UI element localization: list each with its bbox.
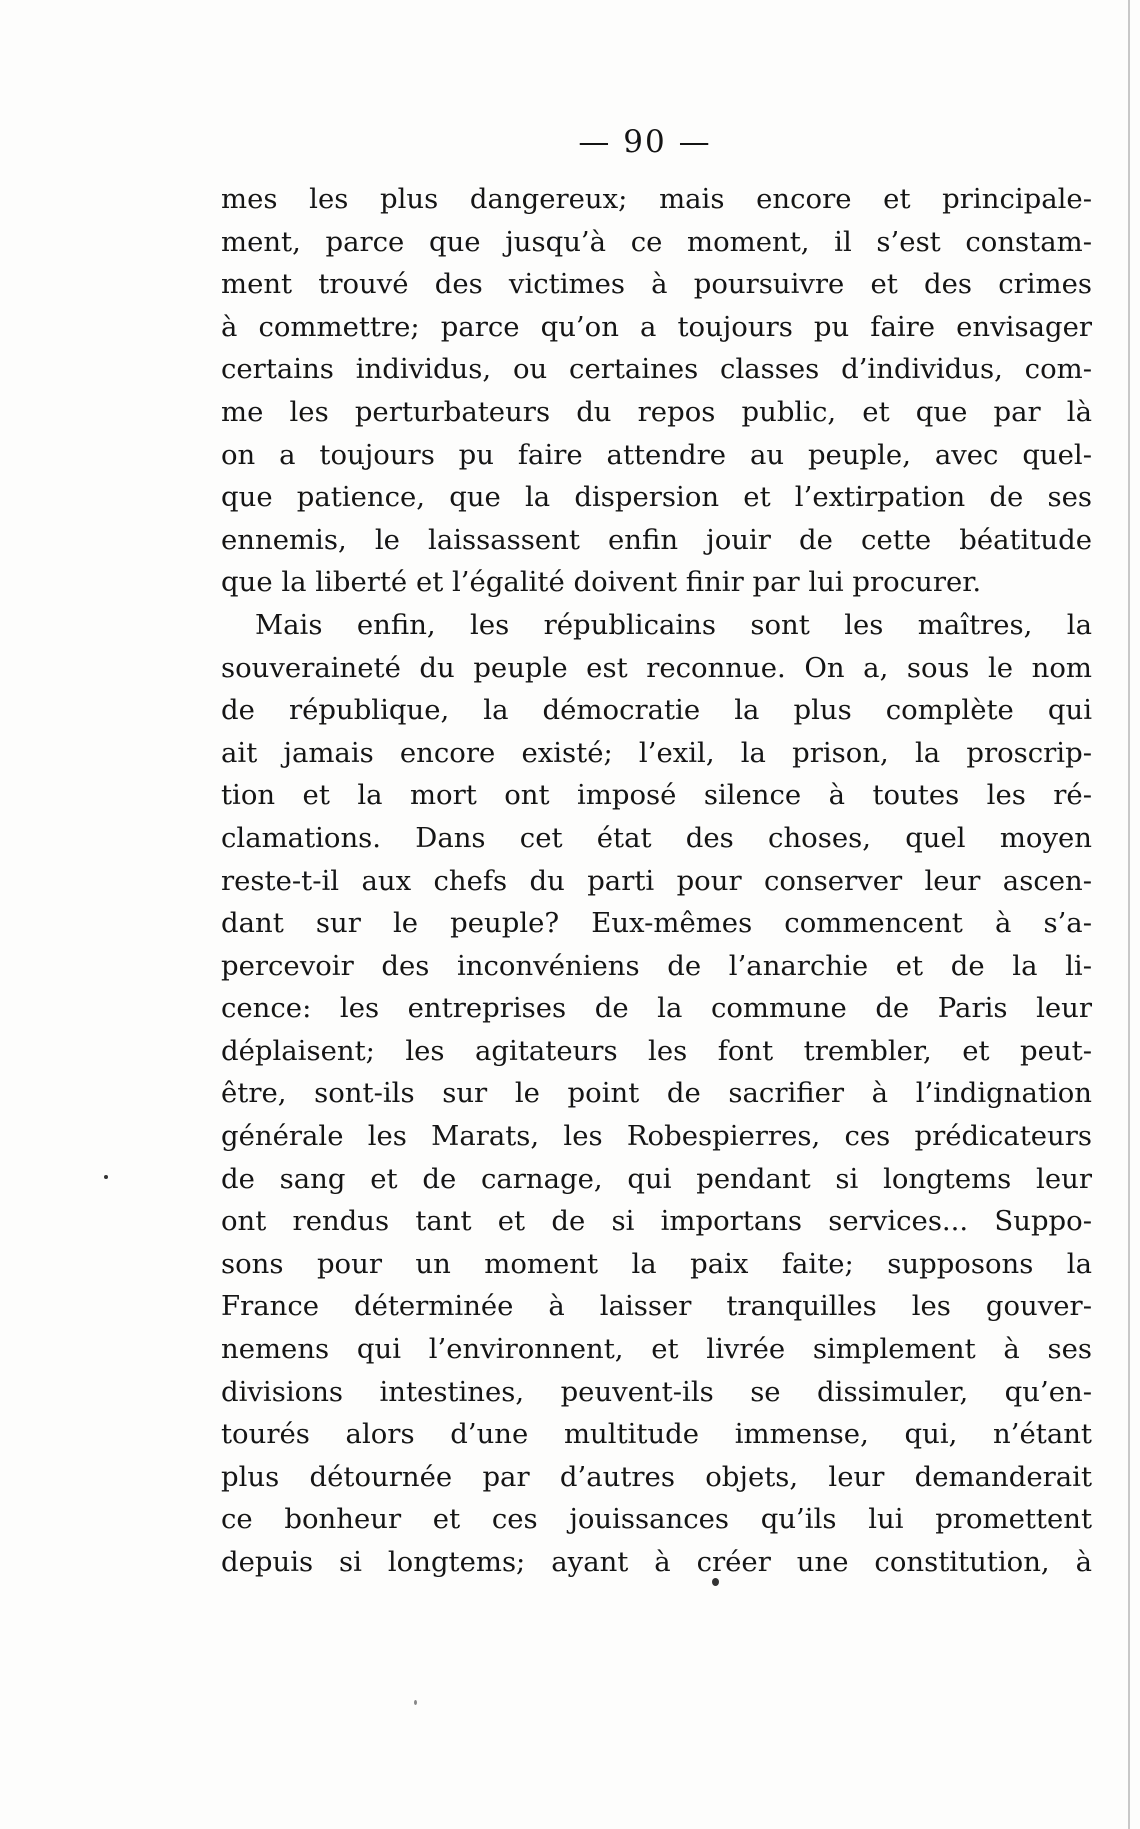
text-line: ennemis, le laissassent enfin jouir de cette béatitude bbox=[221, 523, 1092, 556]
paragraph-start-line: Mais enfin, les républicains sont les maîtres, la bbox=[255, 608, 1092, 641]
text-line: on a toujours pu faire attendre au peuple, avec quel- bbox=[221, 438, 1092, 471]
page-number: — 90 — bbox=[578, 124, 712, 160]
text-line: divisions intestines, peuvent-ils se dissimuler, qu’en- bbox=[221, 1375, 1092, 1408]
text-line: certains individus, ou certaines classes d’individus, com- bbox=[221, 353, 1092, 386]
text-line: mes les plus dangereux; mais encore et principale- bbox=[221, 183, 1092, 215]
text-line: cence: les entreprises de la commune de Paris leur bbox=[221, 992, 1092, 1025]
text-line: depuis si longtems; ayant à créer une constitution, à bbox=[221, 1546, 1092, 1578]
text-line: ce bonheur et ces jouissances qu’ils lui promettent bbox=[221, 1503, 1092, 1536]
text-line: France déterminée à laisser tranquilles les gouver- bbox=[221, 1290, 1092, 1323]
text-line: plus détournée par d’autres objets, leur demanderait bbox=[221, 1460, 1092, 1493]
text-line: générale les Marats, les Robespierres, ces prédicateurs bbox=[221, 1120, 1092, 1153]
text-line: que patience, que la dispersion et l’extirpation de ses bbox=[221, 481, 1092, 514]
text-line: dant sur le peuple? Eux-mêmes commencent à s’a- bbox=[221, 907, 1092, 940]
ink-speck bbox=[712, 1578, 719, 1586]
text-line: me les perturbateurs du repos public, et que par là bbox=[221, 395, 1092, 428]
page-edge-line bbox=[1128, 0, 1130, 1829]
text-line: sons pour un moment la paix faite; supposons la bbox=[221, 1247, 1092, 1280]
paragraph-end-line: que la liberté et l’égalité doivent finir par lui procurer. bbox=[221, 566, 982, 599]
text-line: de république, la démocratie la plus complète qui bbox=[221, 694, 1092, 727]
text-line: clamations. Dans cet état des choses, quel moyen bbox=[221, 821, 1092, 854]
ink-speck bbox=[414, 1700, 417, 1705]
text-line: être, sont-ils sur le point de sacrifier à l’indignation bbox=[221, 1077, 1092, 1110]
text-line: de sang et de carnage, qui pendant si longtems leur bbox=[221, 1162, 1092, 1195]
text-line: à commettre; parce qu’on a toujours pu faire envisager bbox=[221, 310, 1092, 343]
text-line: ment, parce que jusqu’à ce moment, il s’est constam- bbox=[221, 225, 1092, 258]
text-line: souveraineté du peuple est reconnue. On a, sous le nom bbox=[221, 651, 1092, 684]
text-line: tion et la mort ont imposé silence à toutes les ré- bbox=[221, 779, 1092, 812]
body-text bbox=[221, 178, 1092, 1584]
text-line: déplaisent; les agitateurs les font trembler, et peut- bbox=[221, 1034, 1092, 1067]
text-line: ont rendus tant et de si importans services... Suppo- bbox=[221, 1205, 1092, 1238]
text-line: tourés alors d’une multitude immense, qui, n’étant bbox=[221, 1418, 1092, 1451]
text-line: ment trouvé des victimes à poursuivre et des crimes bbox=[221, 268, 1092, 301]
ink-speck bbox=[104, 1175, 108, 1179]
text-line: nemens qui l’environnent, et livrée simplement à ses bbox=[221, 1333, 1092, 1366]
text-line: ait jamais encore existé; l’exil, la prison, la proscrip- bbox=[221, 736, 1092, 769]
text-line: percevoir des inconvéniens de l’anarchie et de la li- bbox=[221, 949, 1092, 982]
text-line: reste-t-il aux chefs du parti pour conserver leur ascen- bbox=[221, 864, 1092, 897]
